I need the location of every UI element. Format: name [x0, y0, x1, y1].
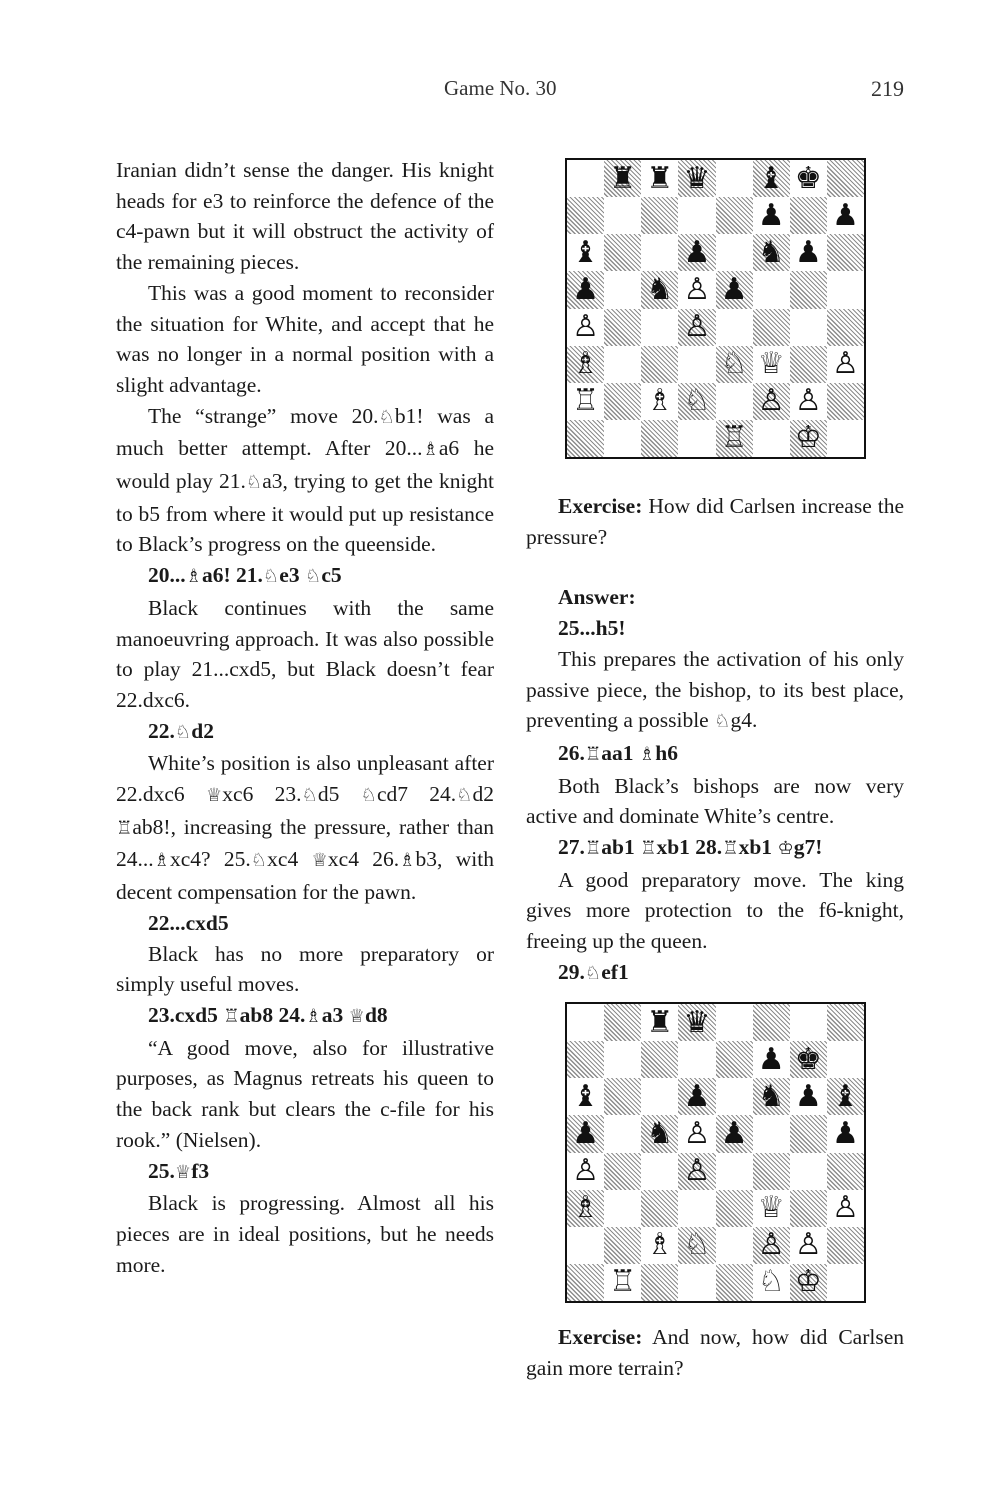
- square-f6: [753, 234, 790, 271]
- text-run: h6: [655, 740, 678, 765]
- text-run: Black continues with the same manoeuvring approach. It was also possible to play 21...cxd5, but Black doesn’t fear 22.dxc6.: [116, 595, 494, 712]
- square-b6: [604, 1078, 641, 1115]
- square-g7: [790, 1041, 827, 1078]
- white-pawn-icon: ♙: [683, 271, 711, 307]
- black-pawn-icon: ♟: [757, 1041, 785, 1077]
- square-g4: [790, 309, 827, 346]
- square-g3: [790, 346, 827, 383]
- text-run: e3: [279, 563, 305, 588]
- white-pawn-icon: ♙: [757, 383, 785, 419]
- square-e6: [716, 234, 753, 271]
- white-pawn-icon: ♙: [683, 1153, 711, 1189]
- chess-figurine: ♘: [378, 406, 395, 428]
- move-line: [526, 613, 904, 644]
- white-pawn-icon: ♙: [794, 1227, 822, 1263]
- paragraph: [526, 865, 904, 957]
- square-b8: [604, 160, 641, 197]
- text-run: d2: [191, 718, 214, 743]
- paragraph: [526, 644, 904, 738]
- square-h7: [827, 197, 864, 234]
- chess-figurine: ♘: [360, 785, 377, 807]
- square-d1: [678, 1264, 715, 1301]
- text-run: White’s position is also unpleasant after 22.dxc6: [116, 751, 494, 807]
- text-run: Both Black’s bishops are now very active and dominate White’s centre.: [526, 773, 904, 829]
- square-d7: [678, 197, 715, 234]
- square-b5: [604, 271, 641, 308]
- white-rook-icon: ♖: [572, 383, 600, 419]
- chess-figurine: ♖: [722, 838, 739, 860]
- white-knight-icon: ♘: [757, 1264, 785, 1300]
- text-run: xb1 28.: [656, 835, 723, 860]
- square-b7: [604, 1041, 641, 1078]
- square-h3: [827, 346, 864, 383]
- text-run: g4.: [730, 708, 758, 733]
- chess-figurine: ♖: [116, 817, 133, 839]
- text-run: b1! was a much better attempt. After 20...: [116, 403, 494, 461]
- text-run: Black has no more preparatory or simply useful moves.: [116, 941, 494, 997]
- text-run: ef1: [601, 959, 629, 984]
- square-c1: [641, 420, 678, 457]
- square-g7: [790, 197, 827, 234]
- black-pawn-icon: ♟: [794, 1078, 822, 1114]
- move-line: [116, 1000, 494, 1033]
- square-f1: [753, 1264, 790, 1301]
- square-b2: [604, 383, 641, 420]
- chess-figurine: ♖: [584, 743, 602, 765]
- left-column: [116, 155, 494, 1280]
- white-king-icon: ♔: [794, 1264, 822, 1300]
- text-run: xc6 23.: [222, 782, 302, 807]
- black-bishop-icon: ♝: [831, 1078, 859, 1114]
- text-run: d5: [317, 782, 361, 807]
- white-rook-icon: ♖: [609, 1264, 637, 1300]
- square-e6: [716, 1078, 753, 1115]
- square-b3: [604, 1190, 641, 1227]
- white-pawn-icon: ♙: [572, 1153, 600, 1189]
- move-line: [116, 908, 494, 939]
- exercise-label: Exercise:: [558, 494, 643, 518]
- square-d4: [678, 1153, 715, 1190]
- square-f5: [753, 1115, 790, 1152]
- black-pawn-icon: ♟: [720, 271, 748, 307]
- square-b5: [604, 1115, 641, 1152]
- black-rook-icon: ♜: [609, 160, 637, 196]
- chess-figurine: ♕: [205, 785, 223, 807]
- square-a2: [567, 1227, 604, 1264]
- square-c8: [641, 160, 678, 197]
- text-run: This was a good moment to reconsider the situation for White, and accept that he was no longer in a normal position with a slight advantage.: [116, 280, 494, 397]
- square-b6: [604, 234, 641, 271]
- square-d2: [678, 1227, 715, 1264]
- move-line: [526, 738, 904, 771]
- black-knight-icon: ♞: [757, 1078, 785, 1114]
- square-c2: [641, 383, 678, 420]
- text-run: cd7 24.: [376, 782, 457, 807]
- square-g1: [790, 1264, 827, 1301]
- square-c4: [641, 1153, 678, 1190]
- square-c5: [641, 271, 678, 308]
- text-run: ab8!, increasing the pressure, rather than 24...: [116, 814, 494, 872]
- chess-figurine: ♗: [399, 850, 416, 872]
- chess-figurine: ♕: [174, 1161, 192, 1183]
- paragraph: [116, 593, 494, 716]
- square-c6: [641, 1078, 678, 1115]
- text-run: 29.: [558, 959, 585, 984]
- square-d6: [678, 1078, 715, 1115]
- move-line: [116, 1156, 494, 1189]
- text-run: xb1: [738, 835, 778, 860]
- square-e5: [716, 1115, 753, 1152]
- square-d5: [678, 1115, 715, 1152]
- chess-figurine: ♘: [714, 711, 731, 733]
- move-line: [526, 832, 904, 865]
- text-run: xc4? 25.: [170, 847, 251, 872]
- square-d6: [678, 234, 715, 271]
- text-run: Black is progressing. Almost all his pieces are in ideal positions, but he needs more.: [116, 1191, 494, 1277]
- move-line: [526, 957, 904, 990]
- square-e2: [716, 1227, 753, 1264]
- square-h5: [827, 271, 864, 308]
- square-g8: [790, 1004, 827, 1041]
- text-run: d8: [364, 1002, 388, 1027]
- square-c1: [641, 1264, 678, 1301]
- square-e1: [716, 1264, 753, 1301]
- square-b7: [604, 197, 641, 234]
- white-knight-icon: ♘: [683, 383, 711, 419]
- white-bishop-icon: ♗: [572, 346, 600, 382]
- chess-diagram-2: [565, 1002, 866, 1303]
- square-h2: [827, 383, 864, 420]
- text-run: Answer:: [558, 585, 636, 610]
- square-g1: [790, 420, 827, 457]
- square-g6: [790, 234, 827, 271]
- white-bishop-icon: ♗: [646, 1227, 674, 1263]
- text-run: 27.: [558, 835, 585, 860]
- white-bishop-icon: ♗: [572, 1190, 600, 1226]
- square-g5: [790, 271, 827, 308]
- square-a2: [567, 383, 604, 420]
- square-e8: [716, 1004, 753, 1041]
- text-run: a6 he would play 21.: [116, 436, 494, 494]
- square-e7: [716, 1041, 753, 1078]
- chess-figurine: ♖: [584, 838, 602, 860]
- black-knight-icon: ♞: [646, 1115, 674, 1151]
- square-a8: [567, 1004, 604, 1041]
- square-f7: [753, 1041, 790, 1078]
- square-h2: [827, 1227, 864, 1264]
- text-run: d2: [472, 782, 495, 807]
- white-queen-icon: ♕: [757, 346, 785, 382]
- square-g3: [790, 1190, 827, 1227]
- paragraph: [526, 1322, 904, 1383]
- square-f5: [753, 271, 790, 308]
- black-pawn-icon: ♟: [831, 197, 859, 233]
- square-f2: [753, 383, 790, 420]
- black-pawn-icon: ♟: [794, 234, 822, 270]
- text-run: This prepares the activation of his only passive piece, the bishop, to its best place, preventing a possible: [526, 646, 904, 733]
- black-queen-icon: ♛: [683, 160, 711, 196]
- square-b2: [604, 1227, 641, 1264]
- text-run: How did Carlsen increase the pressure?: [526, 494, 904, 549]
- square-b1: [604, 420, 641, 457]
- square-f1: [753, 420, 790, 457]
- square-h6: [827, 234, 864, 271]
- square-c5: [641, 1115, 678, 1152]
- white-pawn-icon: ♙: [683, 1115, 711, 1151]
- text-run: b3, with decent compensation for the pawn.: [116, 847, 494, 905]
- black-king-icon: ♚: [794, 160, 822, 196]
- square-b8: [604, 1004, 641, 1041]
- text-run: A good preparatory move. The king gives more protection to the f6-knight, freeing up the queen.: [526, 867, 904, 954]
- chess-figurine: ♖: [640, 838, 657, 860]
- text-run: And now, how did Carlsen gain more terrain?: [526, 1325, 904, 1380]
- square-e8: [716, 160, 753, 197]
- chess-figurine: ♘: [262, 566, 280, 588]
- white-knight-icon: ♘: [720, 346, 748, 382]
- white-pawn-icon: ♙: [831, 346, 859, 382]
- black-pawn-icon: ♟: [720, 1115, 748, 1151]
- white-knight-icon: ♘: [683, 1227, 711, 1263]
- chess-figurine: ♗: [153, 850, 170, 872]
- text-run: 20...: [148, 563, 186, 588]
- square-g2: [790, 383, 827, 420]
- square-h4: [827, 1153, 864, 1190]
- square-g5: [790, 1115, 827, 1152]
- square-h8: [827, 1004, 864, 1041]
- square-a5: [567, 1115, 604, 1152]
- white-rook-icon: ♖: [720, 420, 748, 456]
- chess-figurine: ♗: [185, 566, 202, 588]
- square-h7: [827, 1041, 864, 1078]
- white-pawn-icon: ♙: [572, 309, 600, 345]
- square-e4: [716, 309, 753, 346]
- black-pawn-icon: ♟: [831, 1115, 859, 1151]
- square-h1: [827, 1264, 864, 1301]
- right-column-upper: [526, 491, 904, 990]
- text-run: a3, trying to get the knight to b5 from where it would put up resistance to Black’s progress on the queenside.: [116, 469, 494, 557]
- square-f3: [753, 346, 790, 383]
- paragraph: [116, 748, 494, 908]
- square-a1: [567, 1264, 604, 1301]
- square-a4: [567, 309, 604, 346]
- square-h6: [827, 1078, 864, 1115]
- text-run: xc4: [267, 847, 312, 872]
- move-line: [116, 560, 494, 593]
- square-e3: [716, 1190, 753, 1227]
- square-c3: [641, 346, 678, 383]
- square-e3: [716, 346, 753, 383]
- square-d4: [678, 309, 715, 346]
- chess-figurine: ♗: [305, 1005, 322, 1027]
- black-pawn-icon: ♟: [757, 197, 785, 233]
- square-b1: [604, 1264, 641, 1301]
- paragraph: [116, 278, 494, 401]
- chess-figurine: ♘: [250, 850, 268, 872]
- paragraph: [116, 401, 494, 561]
- square-e5: [716, 271, 753, 308]
- white-queen-icon: ♕: [757, 1190, 785, 1226]
- chess-figurine: ♕: [311, 850, 328, 872]
- square-d3: [678, 346, 715, 383]
- paragraph: [526, 771, 904, 832]
- text-run: 26.: [558, 740, 585, 765]
- chess-figurine: ♘: [174, 721, 192, 743]
- text-run: Iranian didn’t sense the danger. His knight heads for e3 to reinforce the defence of the c4-pawn but it will obstruct the activity of the remaining pieces.: [116, 158, 494, 275]
- square-e7: [716, 197, 753, 234]
- text-run: a3: [321, 1002, 349, 1027]
- square-h4: [827, 309, 864, 346]
- chess-diagram-1: [565, 158, 866, 459]
- square-f4: [753, 309, 790, 346]
- white-pawn-icon: ♙: [757, 1227, 785, 1263]
- text-run: ab1: [601, 835, 641, 860]
- paragraph: [116, 1188, 494, 1280]
- square-c7: [641, 197, 678, 234]
- chess-figurine: ♗: [422, 439, 439, 461]
- chess-figurine: ♘: [301, 785, 318, 807]
- black-king-icon: ♚: [794, 1041, 822, 1077]
- page-number: 219: [871, 76, 904, 101]
- black-pawn-icon: ♟: [572, 271, 600, 307]
- chess-figurine: ♗: [638, 743, 656, 765]
- square-c3: [641, 1190, 678, 1227]
- text-run: a6! 21.: [202, 563, 263, 588]
- text-run: f3: [191, 1158, 210, 1183]
- square-a6: [567, 1078, 604, 1115]
- square-g2: [790, 1227, 827, 1264]
- text-run: aa1: [601, 740, 639, 765]
- black-knight-icon: ♞: [757, 234, 785, 270]
- paragraph: [116, 939, 494, 1000]
- square-a3: [567, 346, 604, 383]
- square-c8: [641, 1004, 678, 1041]
- chess-figurine: ♔: [777, 838, 794, 860]
- black-pawn-icon: ♟: [683, 1078, 711, 1114]
- square-g6: [790, 1078, 827, 1115]
- text-run: 25...h5!: [558, 616, 626, 641]
- text-run: The “strange” move 20.: [148, 403, 379, 428]
- white-bishop-icon: ♗: [646, 383, 674, 419]
- square-f3: [753, 1190, 790, 1227]
- text-run: 25.: [148, 1158, 175, 1183]
- text-run: c5: [321, 563, 342, 588]
- chess-figurine: ♘: [456, 785, 473, 807]
- running-title: Game No. 30: [444, 76, 557, 100]
- black-knight-icon: ♞: [646, 271, 674, 307]
- square-c6: [641, 234, 678, 271]
- square-a4: [567, 1153, 604, 1190]
- exercise-label: Exercise:: [558, 1325, 643, 1349]
- paragraph: [116, 1033, 494, 1156]
- square-h3: [827, 1190, 864, 1227]
- square-f7: [753, 197, 790, 234]
- square-f6: [753, 1078, 790, 1115]
- square-d8: [678, 1004, 715, 1041]
- square-d8: [678, 160, 715, 197]
- white-king-icon: ♔: [794, 420, 822, 456]
- square-b3: [604, 346, 641, 383]
- square-d7: [678, 1041, 715, 1078]
- square-d5: [678, 271, 715, 308]
- white-pawn-icon: ♙: [683, 309, 711, 345]
- text-run: 22...cxd5: [148, 910, 229, 935]
- black-rook-icon: ♜: [646, 1004, 674, 1040]
- square-c4: [641, 309, 678, 346]
- black-pawn-icon: ♟: [683, 234, 711, 270]
- square-c7: [641, 1041, 678, 1078]
- square-a6: [567, 234, 604, 271]
- square-a7: [567, 1041, 604, 1078]
- square-a7: [567, 197, 604, 234]
- square-c2: [641, 1227, 678, 1264]
- text-run: 22.: [148, 718, 175, 743]
- square-a1: [567, 420, 604, 457]
- black-bishop-icon: ♝: [757, 160, 785, 196]
- square-d1: [678, 420, 715, 457]
- chess-figurine: ♕: [348, 1005, 365, 1027]
- white-pawn-icon: ♙: [831, 1190, 859, 1226]
- square-h8: [827, 160, 864, 197]
- square-f4: [753, 1153, 790, 1190]
- square-g4: [790, 1153, 827, 1190]
- square-a8: [567, 160, 604, 197]
- square-f8: [753, 160, 790, 197]
- square-b4: [604, 309, 641, 346]
- square-e1: [716, 420, 753, 457]
- right-column-lower: [526, 1322, 904, 1383]
- square-a3: [567, 1190, 604, 1227]
- text-run: g7!: [793, 835, 823, 860]
- square-d2: [678, 383, 715, 420]
- black-rook-icon: ♜: [646, 160, 674, 196]
- square-f2: [753, 1227, 790, 1264]
- square-g8: [790, 160, 827, 197]
- square-b4: [604, 1153, 641, 1190]
- chess-figurine: ♘: [584, 962, 602, 984]
- square-e2: [716, 383, 753, 420]
- black-pawn-icon: ♟: [572, 1115, 600, 1151]
- move-line: [116, 716, 494, 749]
- white-pawn-icon: ♙: [794, 383, 822, 419]
- square-a5: [567, 271, 604, 308]
- chess-figurine: ♘: [245, 472, 263, 494]
- square-h1: [827, 420, 864, 457]
- text-run: 23.cxd5: [148, 1002, 224, 1027]
- text-run: ab8 24.: [239, 1002, 306, 1027]
- black-bishop-icon: ♝: [572, 1078, 600, 1114]
- paragraph: [116, 155, 494, 278]
- move-line: [526, 582, 904, 613]
- chess-figurine: ♘: [304, 566, 322, 588]
- black-bishop-icon: ♝: [572, 234, 600, 270]
- chess-figurine: ♖: [223, 1005, 240, 1027]
- square-e4: [716, 1153, 753, 1190]
- paragraph: [526, 491, 904, 552]
- text-run: “A good move, also for illustrative purposes, as Magnus retreats his queen to the back rank but clears the c-file for his rook.” (Nielsen).: [116, 1035, 494, 1152]
- square-f8: [753, 1004, 790, 1041]
- square-h5: [827, 1115, 864, 1152]
- page-header: [0, 76, 1000, 106]
- text-run: xc4 26.: [327, 847, 400, 872]
- black-queen-icon: ♛: [683, 1004, 711, 1040]
- square-d3: [678, 1190, 715, 1227]
